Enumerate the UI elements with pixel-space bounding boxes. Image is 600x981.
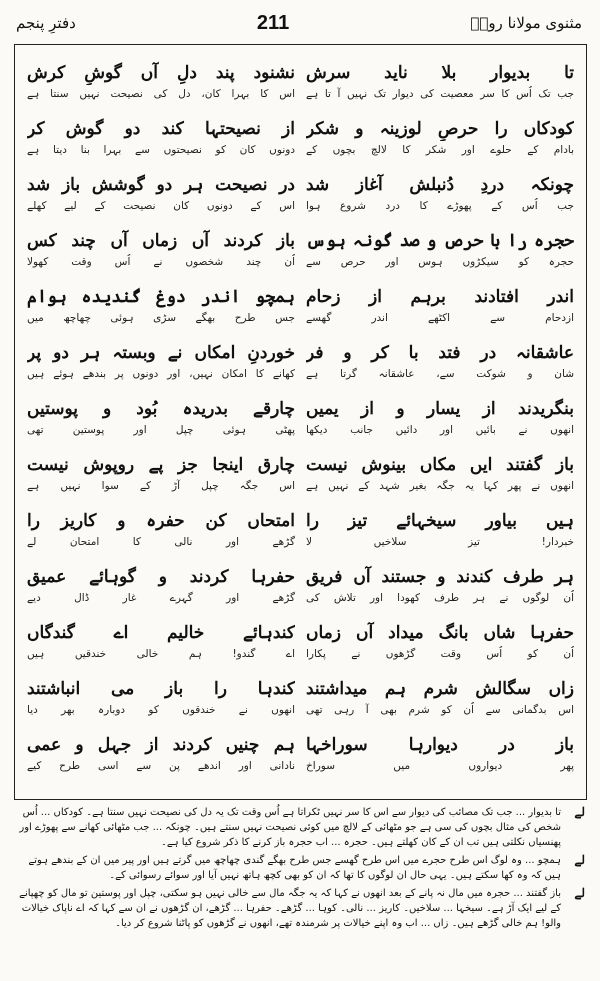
book-title: مثنوی مولانا رومؒ <box>470 14 582 32</box>
gloss-second: دونوں کان کو نصیحتوں سے بہرا بنا دیتا ہے <box>27 144 295 156</box>
verse-first-hemistich: حفرہا شاں بانگ میداد آں زماں <box>306 623 574 643</box>
verse-first-hemistich: ہیں بیاور سیخہائے تیز را <box>306 511 574 531</box>
couplet <box>27 229 574 273</box>
verse-second-hemistich: چارق اینجا جز پے روپوش نیست <box>27 455 295 475</box>
couplet <box>27 285 574 329</box>
verse-second-hemistich: باز کردند آں زماں آں چند کس <box>27 231 295 251</box>
gloss-second: انھوں نے خندقوں کو دوبارہ بھر دیا <box>27 704 295 716</box>
gloss-first: جب اُس کے پھوڑے کا درد شروع ہوا <box>306 200 574 212</box>
gloss-second: گڑھے اور نالی کا امتحان لے <box>27 536 295 548</box>
verse-second-hemistich: حفرہا کردند و گوہائے عمیق <box>27 567 295 587</box>
verse-first-hemistich: کودکاں را حرصِ لوزینہ و شکر <box>306 119 574 139</box>
footnote <box>14 886 587 931</box>
footnote-text: تا بدیوار ... جب تک مصائب کی دیوار سے اس کا سر نہیں ٹکراتا ہے اُس وقت تک یہ دل کی نصیحت نہیں سنتا ہے۔ کودکاں ... اُس شخص کی مثال بچوں کی سی ہے جو مٹھائی کے لالچ میں کوئی نصیحت نہیں سنتے ہیں۔ چونکہ ... جب مٹھائی کھانے سے پھوڑے اور پھنسیاں نکلتی ہیں تب ان کے کان کھلتے ہیں۔ حجرہ ... اب حجرہ باز کرنے کا ذکر شروع کیا ہے۔ <box>19 807 561 848</box>
couplet <box>27 397 574 441</box>
page-header <box>16 6 582 40</box>
verse-second-hemistich: ہمچو اندر دوغ گندیدہ ہوام <box>27 287 295 307</box>
verse-second-hemistich: خوردنِ امکاں نے وبستہ ہر دو پر <box>27 343 295 363</box>
gloss-first: پھر دیواروں میں سوراخ <box>306 760 574 772</box>
gloss-first: اُن لوگوں نے ہر طرف کھودا اور تلاش کی <box>306 592 574 604</box>
gloss-first: جب تک اُس کا سر معصیت کی دیوار تک نہیں آ تا ہے <box>306 88 574 100</box>
gloss-first: حجرہ کو سیکڑوں ہوس اور حرص سے <box>306 256 574 268</box>
gloss-first: بادام کے حلوے اور شکر کا لالچ بچوں کے <box>306 144 574 156</box>
gloss-first: انھوں نے بائیں اور دائیں جانب دیکھا <box>306 424 574 436</box>
gloss-first: ازدحام سے اکٹھے اندر گھسے <box>306 312 574 324</box>
couplet <box>27 621 574 665</box>
verse-first-hemistich: بنگریدند از یسار و از یمیں <box>306 399 574 419</box>
couplet <box>27 341 574 385</box>
gloss-first: انھوں نے پھر کہا یہ جگہ بغیر شہد کے نہیں ہے <box>306 480 574 492</box>
verse-second-hemistich: کندہا را باز می انباشتند <box>27 679 295 699</box>
gloss-second: اُن چند شخصوں نے اُس وقت کھولا <box>27 256 295 268</box>
gloss-second: پھٹی ہوئی چپل اور پوستین تھی <box>27 424 295 436</box>
footnote <box>14 853 587 883</box>
gloss-first: شان و شوکت سے، عاشقانہ گرتا ہے <box>306 368 574 380</box>
gloss-second: اس کے دونوں کان نصیحت کے لیے کھلے <box>27 200 295 212</box>
section-label: دفترِ پنجم <box>16 14 76 32</box>
gloss-second: جس طرح بھگے سڑی ہوئی چھاچھ میں <box>27 312 295 324</box>
footnote-marker: لے <box>574 805 585 819</box>
gloss-second: نادانی اور اندھے پن سے اسی طرح کیے <box>27 760 295 772</box>
verse-first-hemistich: زاں سگالش شرم ہم میداشتند <box>306 679 574 699</box>
verse-first-hemistich: تا بدیوار بلا ناید سرش <box>306 63 574 83</box>
verse-first-hemistich: باز گفتند ایں مکاں بینوش نیست <box>306 455 574 475</box>
footnote-marker: لے <box>574 853 585 867</box>
gloss-second: اس کا بہرا کان، دل کی نصیحت نہیں سنتا ہے <box>27 88 295 100</box>
gloss-second: کھانے کا امکان نہیں، اور دونوں پر بندھے ہوئے ہیں <box>27 368 295 380</box>
footnote-marker: لے <box>574 886 585 900</box>
page-number: 211 <box>256 11 290 34</box>
gloss-first: اس بدگمانی سے اُن کو شرم بھی آ رہی تھی <box>306 704 574 716</box>
couplet <box>27 173 574 217</box>
footnote <box>14 805 587 850</box>
gloss-second: گڑھے اور گہرے غار ڈال دیے <box>27 592 295 604</box>
verse-second-hemistich: در نصیحت ہر دو گوشش باز شد <box>27 175 295 195</box>
verse-second-hemistich: امتحاں کن حفرہ و کاریز را <box>27 511 295 531</box>
verse-frame <box>14 44 587 800</box>
verse-first-hemistich: ہر طرف کندند و جستند آں فریق <box>306 567 574 587</box>
gloss-first: خبردار! تیز سلاخیں لا <box>306 536 574 548</box>
verse-second-hemistich: ہم چنیں کردند از جہل و عمی <box>27 735 295 755</box>
couplet <box>27 565 574 609</box>
couplet <box>27 733 574 777</box>
verse-first-hemistich: اندر افتادند برہم از زحام <box>306 287 574 307</box>
verse-second-hemistich: چارقے بدریدہ بُود و پوستیں <box>27 399 295 419</box>
verse-first-hemistich: عاشقانہ در فتد با کر و فر <box>306 343 574 363</box>
footnotes <box>14 805 587 975</box>
verse-second-hemistich: کندہائے خالیم اے گندگاں <box>27 623 295 643</box>
couplet <box>27 453 574 497</box>
footnote-text: ہمچو ... وہ لوگ اس طرح حجرے میں اس طرح گھسے جس طرح بھگے گندی چھاچھ میں گرتے ہیں اور پیر میں ان کے بندھے ہوتے ہیں کہ وہ کھا سکتے ہیں۔ یہی حال ان لوگوں کا تھا کہ ان کو بھی کچھ ہاتھ نہیں آیا اور سوائے رسوائی کے۔ <box>28 855 561 881</box>
verse-first-hemistich: باز در دیوارہا سوراخہا <box>306 735 574 755</box>
verse-second-hemistich: نشنود پند دلِ آں گوشِ کرش <box>27 63 295 83</box>
gloss-second: اے گندو! ہم خالی خندقیں ہیں <box>27 648 295 660</box>
couplet <box>27 509 574 553</box>
verse-first-hemistich: حجرہ را با حرص و صد گونہ ہوس <box>306 231 574 251</box>
gloss-second: اس جگہ چپل آڑ کے سوا نہیں ہے <box>27 480 295 492</box>
verse-first-hemistich: چونکہ دردِ دُنبلش آغاز شد <box>306 175 574 195</box>
couplet <box>27 117 574 161</box>
gloss-first: اُن کو اُس وقت گڑھوں نے پکارا <box>306 648 574 660</box>
couplet <box>27 61 574 105</box>
couplet <box>27 677 574 721</box>
footnote-text: باز گفتند ... حجرہ میں مال نہ پانے کے بعد انھوں نے کہا کہ یہ جگہ مال سے خالی نہیں ہو سکتی، چپل اور پوستین تو مال کو چھپانے کے لیے ایک آڑ ہے۔ سیخہا ... سلاخیں۔ کاریز ... نالی۔ کوہا ... گڑھے۔ حفرہا ... گڑھے، ان گڑھوں نے ان سے کہا کہ اے ناپاک خیالات والو! ہم خالی گڑھے ہیں۔ زاں ... اب وہ اپنے خیالات پر شرمندہ تھے، انھوں نے گڑھوں کو پاٹنا شروع کر دیا۔ <box>19 888 561 929</box>
verse-second-hemistich: از نصیحتہا کند دو گوش کر <box>27 119 295 139</box>
